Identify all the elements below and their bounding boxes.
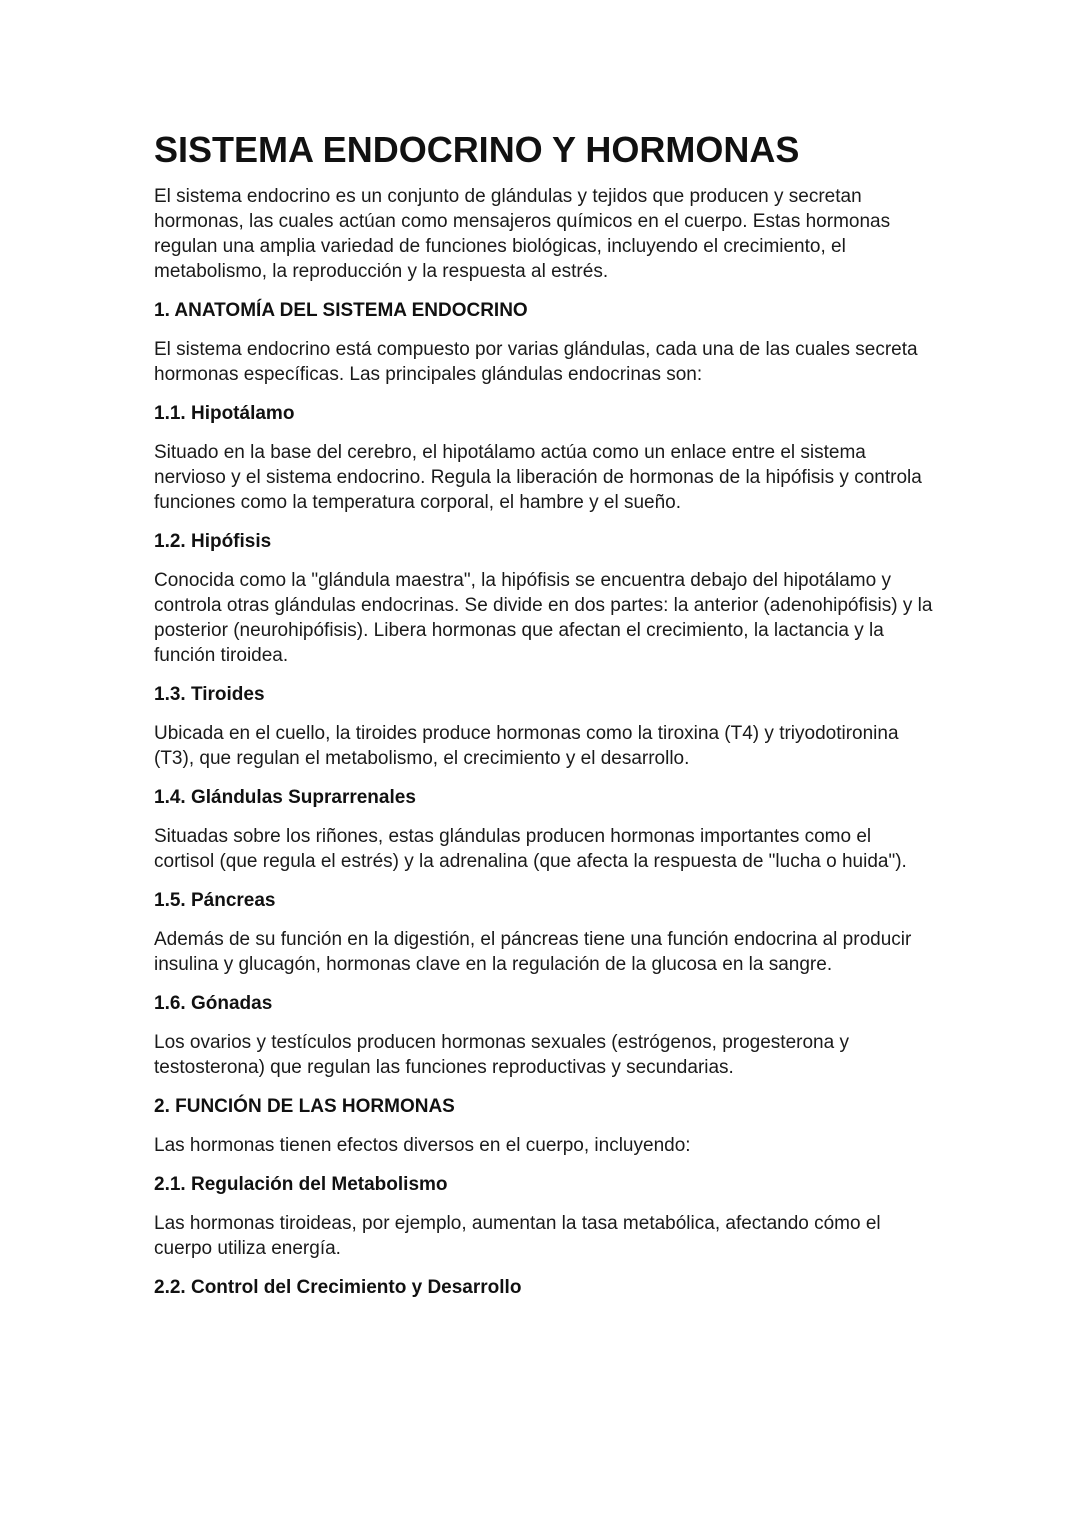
intro-paragraph: El sistema endocrino es un conjunto de glándulas y tejidos que producen y secretan hormonas, las cuales actúan como mensajeros químicos en el cuerpo. Estas hormonas regulan una amplia variedad de funciones biológicas, incluyendo el crecimiento, el metabolismo, la reproducción y la respuesta al estrés. <box>154 186 891 282</box>
subsection-paragraph-suprarrenales: Situadas sobre los riñones, estas glándulas producen hormonas importantes como el cortisol (que regula el estrés) y la adrenalina (que afecta la respuesta de "lucha o huida"). <box>154 826 907 872</box>
section-heading-anatomia: 1. ANATOMÍA DEL SISTEMA ENDOCRINO <box>154 300 528 321</box>
subsection-paragraph-metabolismo: Las hormonas tiroideas, por ejemplo, aumentan la tasa metabólica, afectando cómo el cuerpo utiliza energía. <box>154 1213 881 1259</box>
subsection-heading-suprarrenales: 1.4. Glándulas Suprarrenales <box>154 787 416 808</box>
document-page <box>154 128 934 1314</box>
subsection-heading-pancreas: 1.5. Páncreas <box>154 890 276 911</box>
subsection-heading-hipofisis: 1.2. Hipófisis <box>154 531 272 552</box>
section-paragraph-funcion: Las hormonas tienen efectos diversos en el cuerpo, incluyendo: <box>154 1135 691 1156</box>
page-title: SISTEMA ENDOCRINO Y HORMONAS <box>154 129 800 170</box>
subsection-heading-metabolismo: 2.1. Regulación del Metabolismo <box>154 1174 448 1195</box>
subsection-paragraph-hipofisis: Conocida como la "glándula maestra", la hipófisis se encuentra debajo del hipotálamo y controla otras glándulas endocrinas. Se divide en dos partes: la anterior (adenohipófisis) y la posterior (neurohipófisis). Libera hormonas que afectan el crecimiento, la lactancia y la función tiroidea. <box>154 570 933 666</box>
section-heading-funcion: 2. FUNCIÓN DE LAS HORMONAS <box>154 1096 455 1117</box>
subsection-paragraph-hipotalamo: Situado en la base del cerebro, el hipotálamo actúa como un enlace entre el sistema nervioso y el sistema endocrino. Regula la liberación de hormonas de la hipófisis y controla funciones como la temperatura corporal, el hambre y el sueño. <box>154 442 922 513</box>
section-paragraph-anatomia: El sistema endocrino está compuesto por varias glándulas, cada una de las cuales secreta hormonas específicas. Las principales glándulas endocrinas son: <box>154 339 918 385</box>
subsection-heading-crecimiento: 2.2. Control del Crecimiento y Desarrollo <box>154 1277 522 1298</box>
subsection-paragraph-tiroides: Ubicada en el cuello, la tiroides produce hormonas como la tiroxina (T4) y triyodotironina (T3), que regulan el metabolismo, el crecimiento y el desarrollo. <box>154 723 899 769</box>
subsection-heading-hipotalamo: 1.1. Hipotálamo <box>154 403 295 424</box>
subsection-heading-tiroides: 1.3. Tiroides <box>154 684 265 705</box>
subsection-paragraph-gonadas: Los ovarios y testículos producen hormonas sexuales (estrógenos, progesterona y testosterona) que regulan las funciones reproductivas y secundarias. <box>154 1032 849 1078</box>
subsection-paragraph-pancreas: Además de su función en la digestión, el páncreas tiene una función endocrina al producir insulina y glucagón, hormonas clave en la regulación de la glucosa en la sangre. <box>154 929 912 975</box>
subsection-heading-gonadas: 1.6. Gónadas <box>154 993 273 1014</box>
